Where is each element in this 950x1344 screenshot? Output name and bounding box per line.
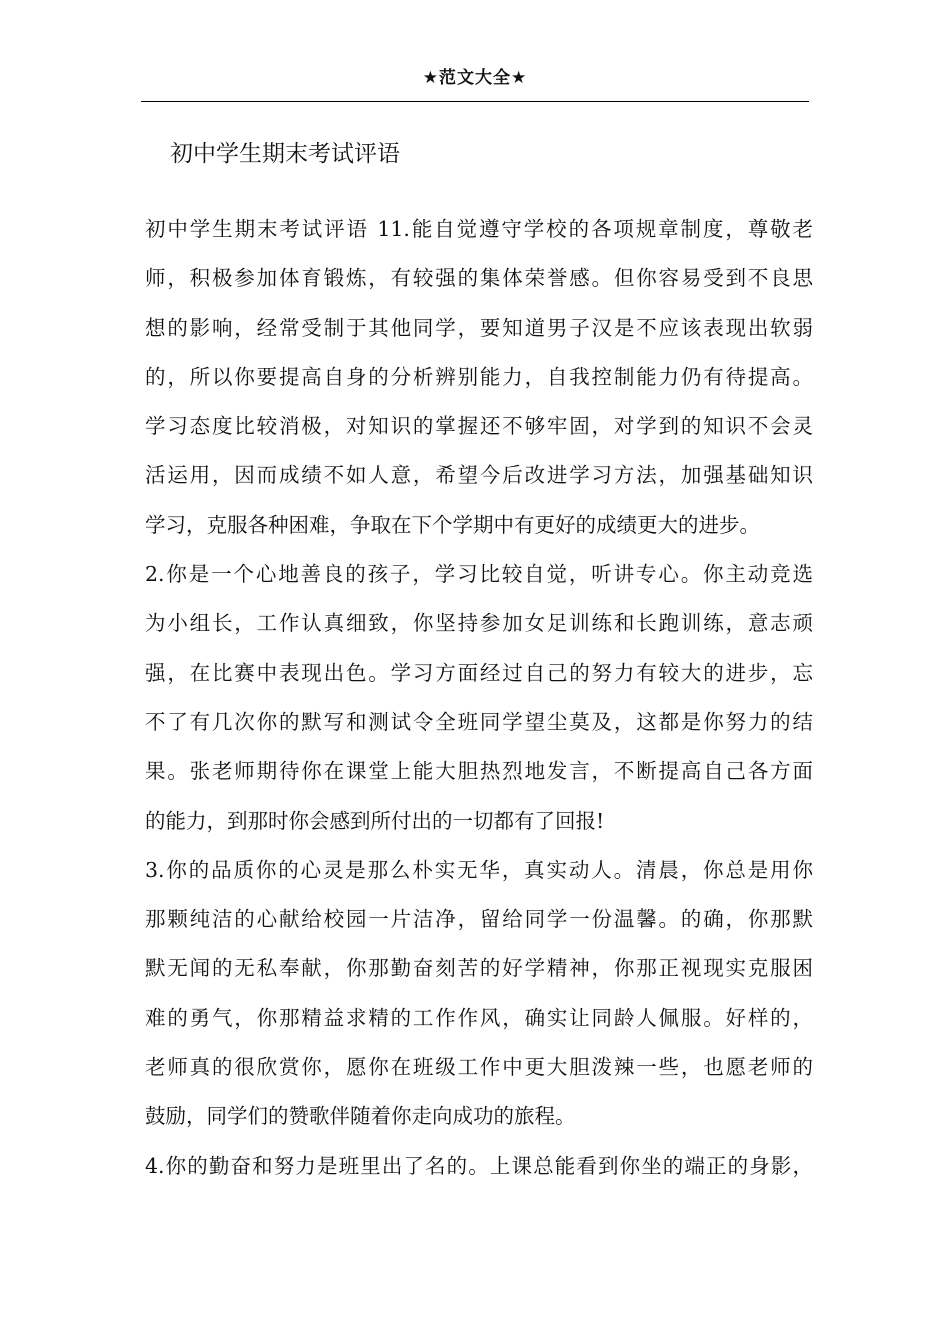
body-line: 老师真的很欣赏你，愿你在班级工作中更大胆泼辣一些，也愿老师的 xyxy=(145,1055,813,1080)
body-line: 初中学生期末考试评语 11.能自觉遵守学校的各项规章制度，尊敬老 xyxy=(145,217,813,241)
body-line: 活运用，因而成绩不如人意，希望今后改进学习方法，加强基础知识 xyxy=(145,463,813,488)
body-line: 难的勇气，你那精益求精的工作作风，确实让同龄人佩服。好样的， xyxy=(145,1005,813,1030)
body-line: 4.你的勤奋和努力是班里出了名的。上课总能看到你坐的端正的身影， xyxy=(145,1153,813,1178)
body-line: 师，积极参加体育锻炼，有较强的集体荣誉感。但你容易受到不良思 xyxy=(145,266,813,291)
body-line: 不了有几次你的默写和测试令全班同学望尘莫及，这都是你努力的结 xyxy=(145,709,813,734)
document-title: 初中学生期末考试评语 xyxy=(170,141,400,167)
body-line: 的能力，到那时你会感到所付出的一切都有了回报! xyxy=(145,808,605,833)
body-line: 那颗纯洁的心献给校园一片洁净，留给同学一份温馨。的确，你那默 xyxy=(145,907,813,932)
body-line: 鼓励，同学们的赞歌伴随着你走向成功的旅程。 xyxy=(145,1104,576,1129)
body-line: 强，在比赛中表现出色。学习方面经过自己的努力有较大的进步，忘 xyxy=(145,660,813,685)
body-line: 的，所以你要提高自身的分析辨别能力，自我控制能力仍有待提高。 xyxy=(145,364,813,389)
body-line: 3.你的品质你的心灵是那么朴实无华，真实动人。清晨，你总是用你 xyxy=(145,857,813,882)
page-header-title: ★范文大全★ xyxy=(422,68,528,88)
body-line: 果。张老师期待你在课堂上能大胆热烈地发言，不断提高自己各方面 xyxy=(145,759,813,784)
body-line: 学习态度比较消极，对知识的掌握还不够牢固，对学到的知识不会灵 xyxy=(145,414,813,439)
body-line: 2.你是一个心地善良的孩子，学习比较自觉，听讲专心。你主动竞选 xyxy=(145,562,813,587)
body-line: 学习，克服各种困难，争取在下个学期中有更好的成绩更大的进步。 xyxy=(145,512,760,537)
body-line: 默无闻的无私奉献，你那勤奋刻苦的好学精神，你那正视现实克服困 xyxy=(145,956,813,981)
body-line: 想的影响，经常受制于其他同学，要知道男子汉是不应该表现出软弱 xyxy=(145,315,813,340)
header-divider xyxy=(141,101,809,102)
document-body xyxy=(145,205,813,1191)
body-line: 为小组长，工作认真细致，你坚持参加女足训练和长跑训练，意志顽 xyxy=(145,611,813,636)
